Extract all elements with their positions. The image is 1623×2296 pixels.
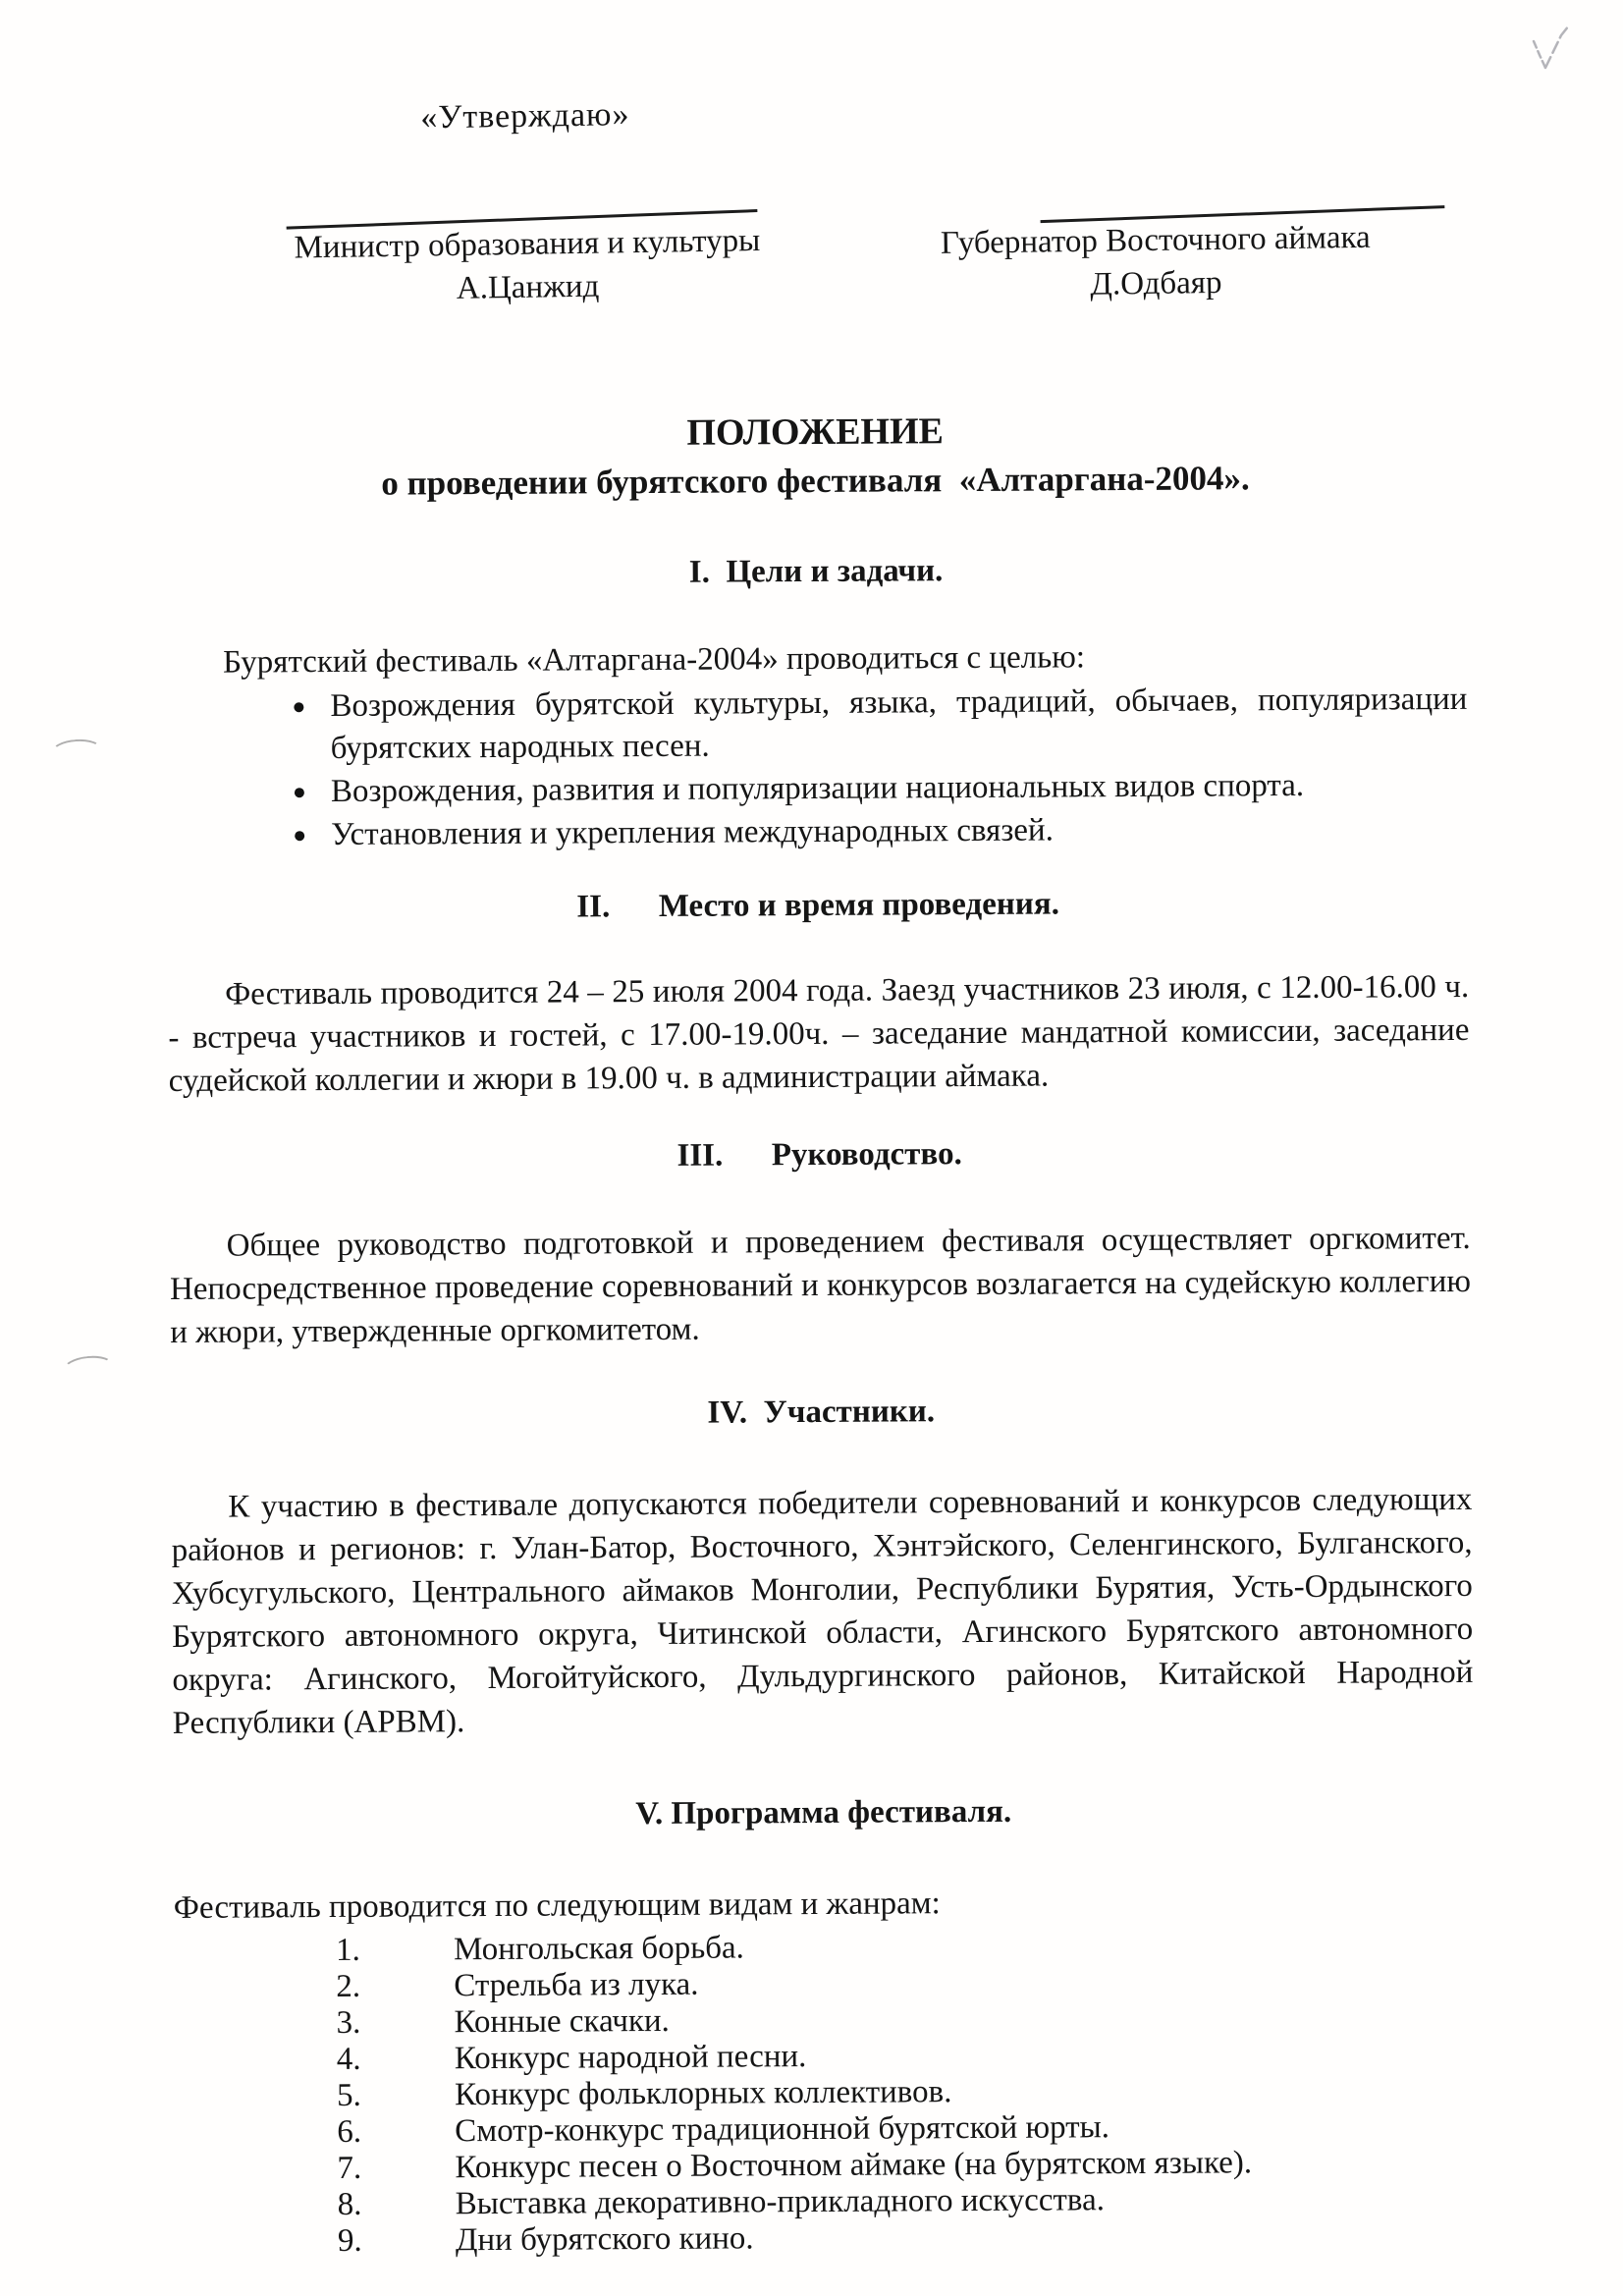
program-item-label: Конкурс песен о Восточном аймаке (на бурятском языке).: [455, 2145, 1253, 2186]
document-subtitle: о проведении бурятского фестиваля «Алтаргана-2004».: [381, 459, 1250, 503]
program-item-number: 2.: [336, 1968, 361, 2004]
management-paragraph: Общее руководство подготовкой и проведением фестиваля осуществляет оргкомитет. Непосредственное проведение соревнований и конкурсов возлагается на судейскую коллегию и жюри, утвержденные оргкомитетом.: [169, 1220, 1472, 1351]
program-item-label: Выставка декоративно-прикладного искусства.: [455, 2182, 1106, 2222]
program-item: [338, 2216, 1477, 2260]
program-item-number: 1.: [336, 1932, 360, 1968]
section-heading-management: III. Руководство.: [676, 1136, 962, 1174]
signatory-name: Д.Одбаяр: [1090, 264, 1222, 302]
goal-item: Возрождения бурятской культуры, языка, традиций, обычаев, популяризации бурятских народных песен.: [286, 679, 1468, 770]
program-item-number: 4.: [336, 2041, 361, 2077]
goal-item: Возрождения, развития и популяризации национальных видов спорта.: [287, 764, 1468, 813]
signatory-title: Министр образования и культуры: [294, 223, 761, 266]
signatory-block-governor: [893, 90, 1417, 308]
program-numbered-list: [336, 1926, 1477, 2260]
participants-paragraph: К участию в фестивале допускаются победители соревнований и конкурсов следующих районов и регионов: г. Улан-Батор, Восточного, Хэнтэйского, Селенгинского, Булганского, Хубсугульского, Центрального аймаков Монголии, Республики Бурятия, Усть-Ордынского Бурятского автономного округа, Читинской области, Агинского Бурятского автономного округа: Агинского, Могойтуйского, Дульдургинского районов, Китайской Народной Республики (АРВМ).: [171, 1481, 1474, 1742]
venue-paragraph: Фестиваль проводится 24 – 25 июля 2004 года. Заезд участников 23 июля, с 12.00-16.00 ч. - встреча участников и гостей, с 17.00-19.00ч. – заседание мандатной комиссии, заседание судейской коллегии и жюри в 19.00 ч. в администрации аймака.: [168, 968, 1470, 1100]
signatory-title: Губернатор Восточного аймака: [940, 219, 1371, 261]
program-item-label: Конные скачки.: [454, 2002, 670, 2041]
program-item-label: Монгольская борьба.: [454, 1930, 744, 1968]
section-heading-goals: I. Цели и задачи.: [688, 553, 944, 590]
program-item-number: 8.: [337, 2186, 362, 2222]
program-item-number: 3.: [336, 2004, 361, 2041]
program-item-number: 5.: [336, 2077, 361, 2113]
program-item-label: Дни бурятского кино.: [455, 2220, 754, 2259]
goals-intro: Бурятский фестиваль «Алтаргана-2004» проводиться с целью:: [223, 639, 1086, 681]
program-item-label: Конкурс фольклорных коллективов.: [454, 2074, 952, 2113]
document-title: ПОЛОЖЕНИЕ: [686, 410, 945, 454]
signatory-block-minister: [245, 93, 808, 313]
program-item-label: Стрельба из лука.: [454, 1966, 699, 2004]
approval-label: «Утверждаю»: [419, 96, 630, 137]
program-item-number: 7.: [337, 2150, 362, 2186]
approval-header: [246, 92, 1416, 310]
program-item-number: 6.: [337, 2113, 362, 2150]
section-heading-participants: IV. Участники.: [707, 1394, 936, 1431]
program-item-number: 9.: [337, 2222, 362, 2259]
program-item-label: Конкурс народной песни.: [454, 2039, 807, 2077]
signatory-name: А.Цанжид: [456, 268, 600, 306]
goal-item: Установления и укрепления международных связей.: [287, 807, 1468, 856]
section-heading-program: V. Программа фестиваля.: [635, 1793, 1012, 1832]
program-intro: Фестиваль проводится по следующим видам и жанрам:: [173, 1886, 941, 1927]
goals-bullet-list: [166, 679, 1468, 857]
program-item-label: Смотр-конкурс традиционной бурятской юрты.: [455, 2109, 1110, 2150]
section-heading-venue: II. Место и время проведения.: [576, 886, 1060, 925]
